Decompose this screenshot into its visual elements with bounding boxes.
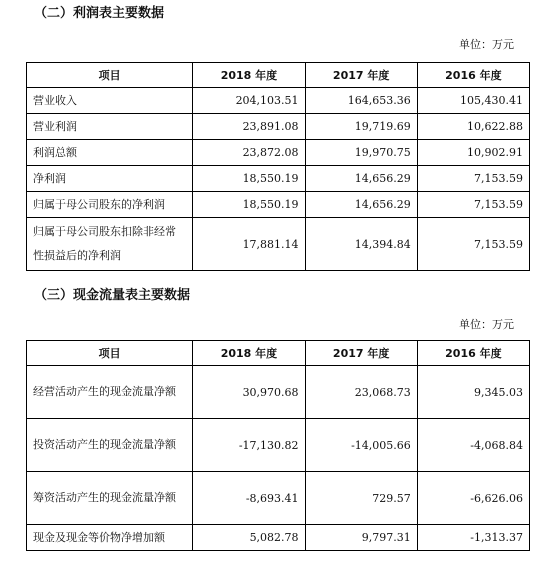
value-2017: 19,970.75: [305, 140, 417, 166]
value-2016: 105,430.41: [417, 88, 529, 114]
value-2018: 5,082.78: [193, 525, 305, 551]
value-2018: 18,550.19: [193, 166, 305, 192]
table-row: [27, 114, 530, 140]
header-2016: 2016 年度: [417, 341, 529, 366]
table-row: [27, 525, 530, 551]
value-2017: 14,394.84: [305, 218, 417, 271]
cashflow-statement-title: （三）现金流量表主要数据: [34, 288, 191, 303]
value-2016: 10,622.88: [417, 114, 529, 140]
table-row: [27, 218, 530, 271]
header-2018: 2018 年度: [193, 63, 305, 88]
value-2017: 9,797.31: [305, 525, 417, 551]
value-2016: 7,153.59: [417, 192, 529, 218]
table-row: [27, 88, 530, 114]
value-2016: 9,345.03: [417, 366, 529, 419]
row-label: 净利润: [27, 166, 193, 192]
value-2017: 729.57: [305, 472, 417, 525]
row-label: 筹资活动产生的现金流量净额: [27, 472, 193, 525]
row-label: 现金及现金等价物净增加额: [27, 525, 193, 551]
value-2017: 14,656.29: [305, 192, 417, 218]
value-2018: -17,130.82: [193, 419, 305, 472]
cashflow-unit-label: 单位：万元: [459, 318, 514, 331]
row-label: 投资活动产生的现金流量净额: [27, 419, 193, 472]
table-row: [27, 166, 530, 192]
table-row: [27, 419, 530, 472]
table-row: [27, 192, 530, 218]
header-item: 项目: [27, 63, 193, 88]
value-2017: -14,005.66: [305, 419, 417, 472]
table-header-row: [27, 63, 530, 88]
value-2016: -1,313.37: [417, 525, 529, 551]
row-label: 营业收入: [27, 88, 193, 114]
table-row: [27, 140, 530, 166]
header-2018: 2018 年度: [193, 341, 305, 366]
value-2017: 164,653.36: [305, 88, 417, 114]
income-unit-label: 单位：万元: [459, 38, 514, 51]
row-label: 经营活动产生的现金流量净额: [27, 366, 193, 419]
value-2017: 14,656.29: [305, 166, 417, 192]
value-2016: -6,626.06: [417, 472, 529, 525]
value-2018: 17,881.14: [193, 218, 305, 271]
row-label: 归属于母公司股东扣除非经常性损益后的净利润: [27, 218, 193, 271]
value-2018: 18,550.19: [193, 192, 305, 218]
table-header-row: [27, 341, 530, 366]
value-2018: 23,891.08: [193, 114, 305, 140]
value-2017: 19,719.69: [305, 114, 417, 140]
value-2018: 23,872.08: [193, 140, 305, 166]
value-2018: 204,103.51: [193, 88, 305, 114]
header-2016: 2016 年度: [417, 63, 529, 88]
value-2018: 30,970.68: [193, 366, 305, 419]
value-2016: 10,902.91: [417, 140, 529, 166]
row-label: 利润总额: [27, 140, 193, 166]
header-2017: 2017 年度: [305, 341, 417, 366]
table-row: [27, 472, 530, 525]
value-2018: -8,693.41: [193, 472, 305, 525]
income-statement-title: （二）利润表主要数据: [34, 6, 165, 21]
cashflow-statement-table: [26, 340, 530, 551]
value-2016: -4,068.84: [417, 419, 529, 472]
table-row: [27, 366, 530, 419]
income-statement-table: [26, 62, 530, 271]
row-label: 归属于母公司股东的净利润: [27, 192, 193, 218]
value-2016: 7,153.59: [417, 218, 529, 271]
row-label: 营业利润: [27, 114, 193, 140]
header-item: 项目: [27, 341, 193, 366]
header-2017: 2017 年度: [305, 63, 417, 88]
value-2017: 23,068.73: [305, 366, 417, 419]
value-2016: 7,153.59: [417, 166, 529, 192]
